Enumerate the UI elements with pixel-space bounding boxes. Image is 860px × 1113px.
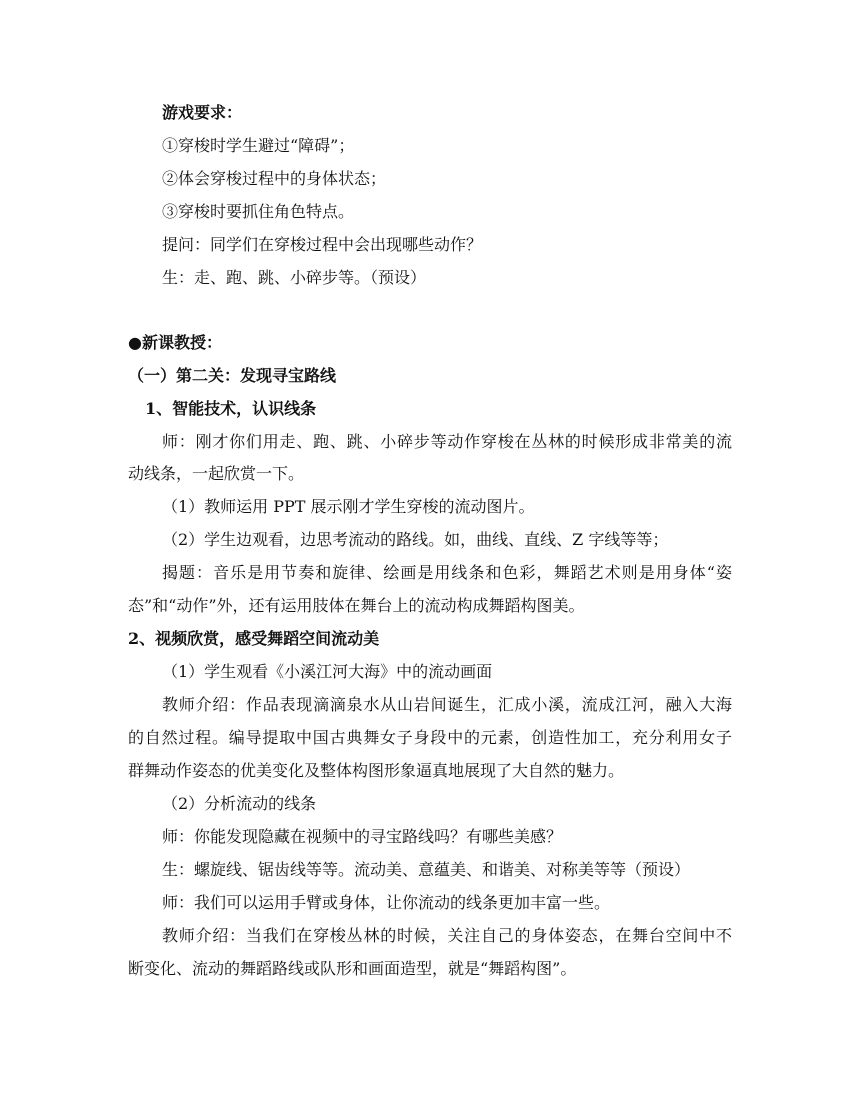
teacher-line-1: 师：刚才你们用走、跑、跳、小碎步等动作穿梭在丛林的时候形成非常美的流 [162,432,732,451]
subsection-2-step-2: （2）分析流动的线条 [162,794,317,813]
intro-2-line-1: 教师介绍：当我们在穿梭丛林的时候，关注自己的身体姿态，在舞台空间中不 [162,926,732,945]
subsection-2-title: 2、视频欣赏，感受舞蹈空间流动美 [128,629,380,648]
intro-line-1: 教师介绍：作品表现滴滴泉水从山岩间诞生，汇成小溪，流成江河，融入大海 [162,695,732,714]
subsection-2-step-1: （1）学生观看《小溪江河大海》中的流动画面 [162,662,493,681]
intro-line-3: 群舞动作姿态的优美变化及整体构图形象逼真地展现了大自然的魅力。 [128,761,625,780]
subsection-1-step-2: （2）学生边观看，边思考流动的路线。如，曲线、直线、Z 字线等等； [162,530,669,549]
intro-2-line-2: 断变化、流动的舞蹈路线或队形和画面造型，就是“舞蹈构图”。 [128,959,577,978]
answer-text: 生：走、跑、跳、小碎步等。（预设） [162,268,427,287]
game-requirements-title: 游戏要求： [162,103,243,122]
reveal-line-2: 态”和“动作”外，还有运用肢体在舞台上的流动构成舞蹈构图美。 [128,596,585,615]
game-requirement-item-1: ①穿梭时学生避过“障碍”； [162,136,355,155]
teacher-question: 师：你能发现隐藏在视频中的寻宝路线吗？有哪些美感？ [162,827,563,846]
game-requirement-item-2: ②体会穿梭过程中的身体状态； [162,169,387,188]
student-answer: 生：螺旋线、锯齿线等等。流动美、意蕴美、和谐美、对称美等等（预设） [162,860,691,879]
subsection-1-step-1: （1）教师运用 PPT 展示刚才学生穿梭的流动图片。 [162,497,535,516]
teacher-line-2: 动线条，一起欣赏一下。 [128,464,305,483]
reveal-line-1: 揭题：音乐是用节奏和旋律、绘画是用线条和色彩，舞蹈艺术则是用身体“姿 [162,563,732,582]
question-text: 提问：同学们在穿梭过程中会出现哪些动作？ [162,235,483,254]
subsection-1-title: 1、智能技术，认识线条 [145,399,317,418]
intro-line-2: 的自然过程。编导提取中国古典舞女子身段中的元素，创造性加工，充分利用女子 [128,728,732,747]
section-1-title: （一）第二关：发现寻宝路线 [128,366,337,385]
teacher-statement: 师：我们可以运用手臂或身体，让你流动的线条更加丰富一些。 [162,893,611,912]
new-lesson-heading: ●新课教授： [128,333,222,352]
game-requirement-item-3: ③穿梭时要抓住角色特点。 [162,202,355,221]
